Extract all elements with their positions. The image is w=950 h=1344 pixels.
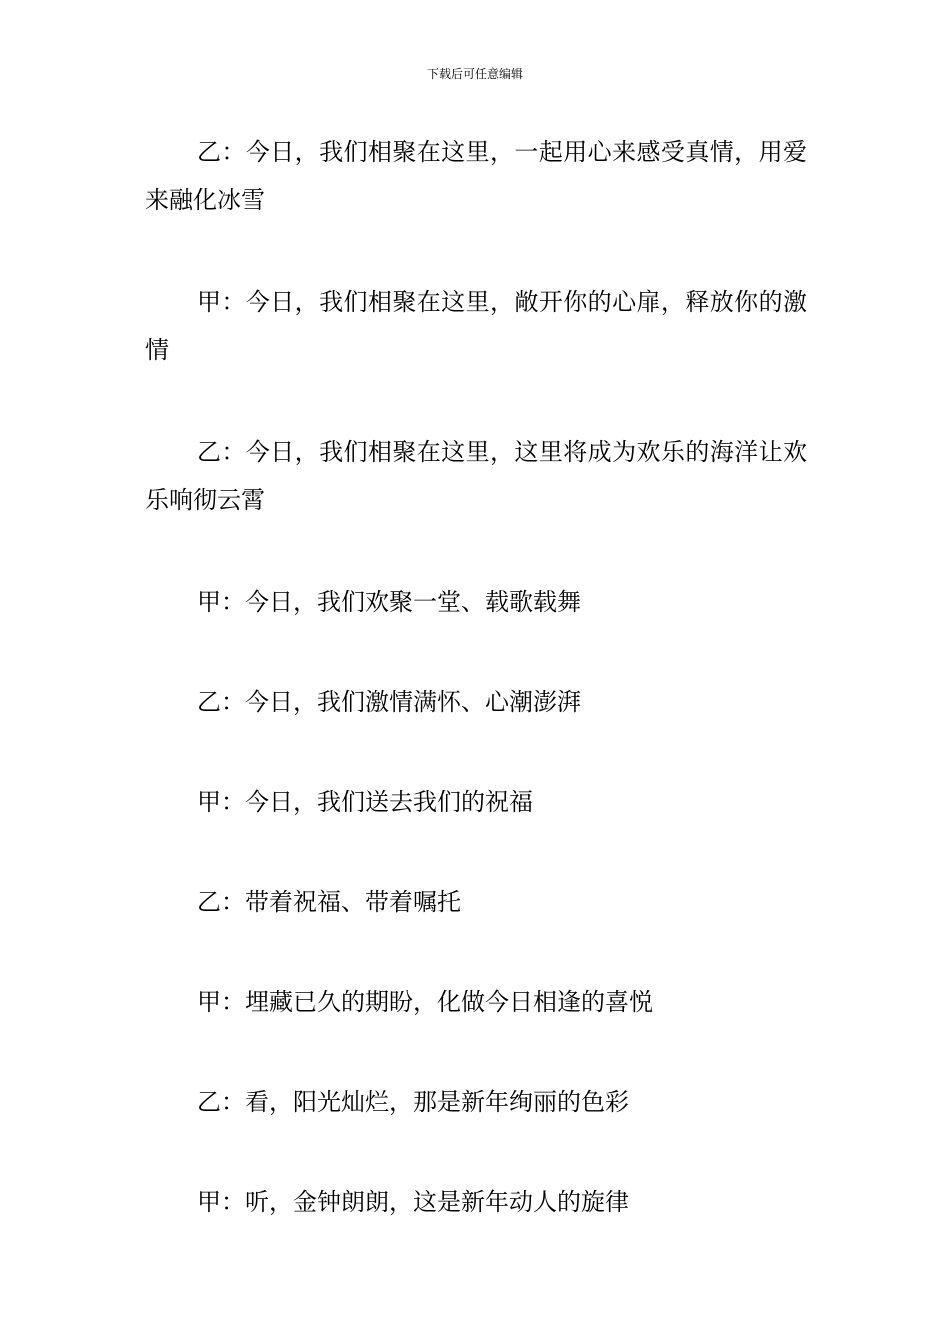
paragraph: 甲：听，金钟朗朗，这是新年动人的旋律 [197,1188,629,1216]
paragraph: 甲：今日，我们送去我们的祝福 [197,788,533,816]
paragraph: 甲：埋藏已久的期盼，化做今日相逢的喜悦 [197,988,653,1016]
paragraph: 乙：今日，我们相聚在这里，这里将成为欢乐的海洋让欢乐响彻云霄 [145,438,807,514]
paragraph: 甲：今日，我们相聚在这里，敞开你的心扉，释放你的激情 [145,288,807,364]
page-header: 下载后可任意编辑 [426,67,523,81]
document-body [145,128,807,1278]
paragraph: 乙：今日，我们激情满怀、心潮澎湃 [197,688,581,716]
paragraph: 乙：今日，我们相聚在这里，一起用心来感受真情，用爱来融化冰雪 [145,138,807,214]
paragraph: 甲：今日，我们欢聚一堂、载歌载舞 [197,588,581,616]
paragraph: 乙：看，阳光灿烂，那是新年绚丽的色彩 [197,1088,629,1116]
paragraph: 乙：带着祝福、带着嘱托 [197,888,461,916]
